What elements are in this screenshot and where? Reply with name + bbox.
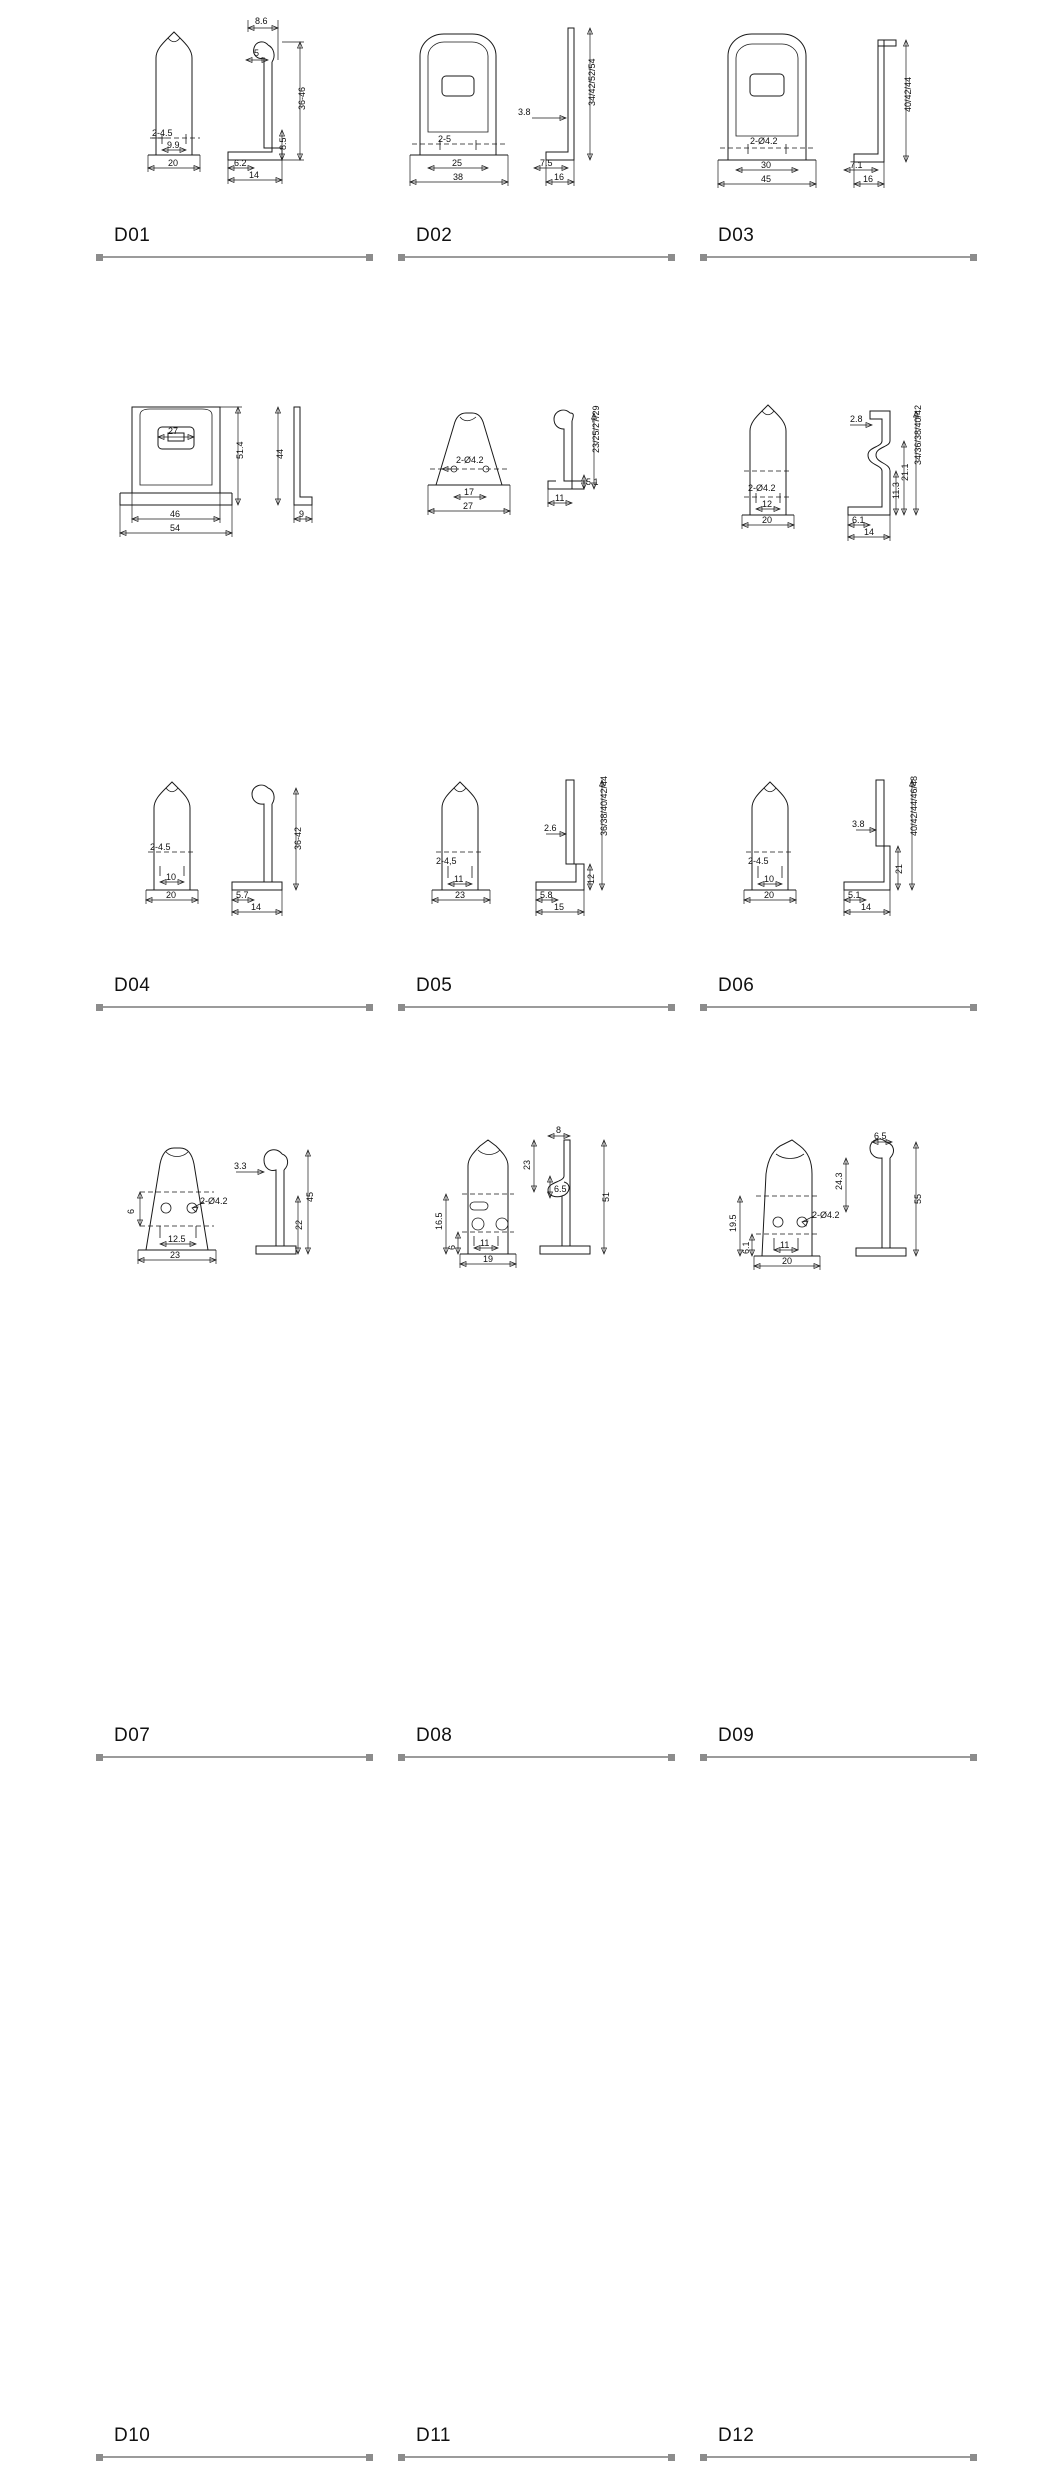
svg-text:6.5: 6.5 [554, 1184, 567, 1194]
rule-end-marker-right [366, 1754, 373, 1761]
svg-text:14: 14 [251, 902, 262, 912]
svg-text:14: 14 [864, 527, 875, 537]
svg-text:20: 20 [166, 890, 177, 900]
svg-text:8: 8 [556, 1125, 562, 1135]
svg-text:3.3: 3.3 [234, 1161, 247, 1171]
svg-text:17: 17 [464, 487, 475, 497]
svg-text:2-4.5: 2-4.5 [150, 842, 171, 852]
label-row-d09 [700, 1725, 992, 1765]
svg-text:9: 9 [299, 509, 305, 519]
svg-text:21: 21 [894, 863, 904, 874]
svg-text:24.3: 24.3 [834, 1172, 844, 1190]
svg-text:5.8: 5.8 [540, 890, 553, 900]
svg-text:7.5: 7.5 [540, 158, 553, 168]
divider-rule [398, 1756, 673, 1758]
label-row-d11 [398, 2425, 690, 2465]
svg-text:3.8: 3.8 [852, 819, 865, 829]
svg-text:23: 23 [455, 890, 466, 900]
svg-text:23: 23 [170, 1250, 181, 1260]
svg-text:12.5: 12.5 [168, 1234, 186, 1244]
cell-label: D12 [718, 2425, 755, 2446]
label-row-d12 [700, 2425, 992, 2465]
svg-text:55: 55 [913, 1193, 923, 1204]
cell-label: D04 [114, 975, 151, 996]
divider-rule [398, 256, 673, 258]
svg-text:19: 19 [483, 1254, 494, 1264]
label-row-d02 [398, 225, 690, 265]
drawing-d05 [398, 385, 708, 685]
drawing-d04 [96, 385, 406, 685]
svg-text:2-4.5: 2-4.5 [152, 128, 173, 138]
svg-text:46: 46 [170, 509, 181, 519]
svg-text:22: 22 [294, 1219, 304, 1230]
svg-text:2.6: 2.6 [544, 823, 557, 833]
svg-text:40/42/44/46/48: 40/42/44/46/48 [909, 775, 919, 836]
divider-rule [96, 1756, 371, 1758]
svg-text:51.4: 51.4 [235, 441, 245, 459]
svg-text:2-Ø4.2: 2-Ø4.2 [456, 455, 484, 465]
svg-text:12: 12 [762, 499, 773, 509]
rule-end-marker-left [96, 1754, 103, 1761]
svg-text:11.3: 11.3 [891, 482, 901, 499]
rule-end-marker-left [700, 2454, 707, 2461]
svg-text:2.8: 2.8 [850, 414, 863, 424]
drawing-d08 [398, 760, 708, 1060]
drawing-d02 [398, 10, 708, 310]
divider-rule [96, 256, 371, 258]
svg-text:2-Ø4.2: 2-Ø4.2 [200, 1196, 228, 1206]
drawing-cell-d02 [398, 10, 708, 385]
svg-text:6: 6 [447, 1244, 457, 1250]
svg-text:5.1: 5.1 [848, 890, 861, 900]
svg-text:14: 14 [249, 170, 260, 180]
label-row-d08 [398, 1725, 690, 1765]
divider-rule [700, 1756, 975, 1758]
svg-text:27: 27 [463, 501, 474, 511]
svg-text:8.6: 8.6 [255, 16, 268, 26]
cell-label: D02 [416, 225, 453, 246]
svg-text:19.5: 19.5 [728, 1214, 738, 1232]
svg-text:11: 11 [555, 493, 565, 503]
cell-label: D06 [718, 975, 755, 996]
svg-text:2-4.5: 2-4.5 [748, 856, 769, 866]
svg-text:36-46: 36-46 [297, 86, 307, 110]
svg-text:6.2: 6.2 [234, 158, 247, 168]
label-row-d01 [96, 225, 388, 265]
svg-text:2-5: 2-5 [438, 134, 452, 144]
rule-end-marker-left [700, 254, 707, 261]
svg-text:10: 10 [166, 872, 177, 882]
svg-text:36/38/40/42/44: 36/38/40/42/44 [599, 775, 609, 836]
svg-text:20: 20 [762, 515, 773, 525]
rule-end-marker-right [970, 2454, 977, 2461]
svg-text:20: 20 [764, 890, 775, 900]
svg-text:36-42: 36-42 [293, 826, 303, 850]
rule-end-marker-right [668, 2454, 675, 2461]
svg-text:2-Ø4.2: 2-Ø4.2 [748, 483, 776, 493]
drawing-d09 [700, 760, 1010, 1060]
rule-end-marker-left [96, 2454, 103, 2461]
rule-end-marker-left [398, 2454, 405, 2461]
rule-end-marker-right [668, 1754, 675, 1761]
svg-text:2-Ø4.2: 2-Ø4.2 [812, 1210, 840, 1220]
svg-text:44: 44 [275, 448, 285, 459]
rule-end-marker-left [398, 1754, 405, 1761]
svg-text:16: 16 [863, 174, 874, 184]
svg-text:5.7: 5.7 [236, 890, 249, 900]
rule-end-marker-right [668, 254, 675, 261]
svg-text:23: 23 [522, 1159, 532, 1170]
svg-text:3.8: 3.8 [518, 107, 531, 117]
svg-text:6: 6 [126, 1208, 136, 1214]
rule-end-marker-right [366, 254, 373, 261]
svg-text:45: 45 [761, 174, 772, 184]
svg-text:51: 51 [601, 1191, 611, 1202]
drawing-d10 [96, 1120, 406, 1420]
cell-label: D11 [416, 2425, 451, 2446]
divider-rule [96, 2456, 371, 2458]
svg-text:23/25/27/29: 23/25/27/29 [591, 405, 601, 453]
svg-text:2-4,5: 2-4,5 [436, 856, 457, 866]
svg-text:6.1: 6.1 [741, 1241, 751, 1254]
cell-label: D05 [416, 975, 453, 996]
svg-text:12: 12 [586, 873, 596, 884]
svg-text:45: 45 [305, 1191, 315, 1202]
rule-end-marker-right [366, 2454, 373, 2461]
svg-text:5: 5 [254, 48, 260, 58]
svg-text:34/36/38/40/42: 34/36/38/40/42 [913, 404, 923, 465]
svg-text:30: 30 [761, 160, 772, 170]
divider-rule [700, 256, 975, 258]
svg-text:11: 11 [780, 1240, 790, 1250]
drawing-d11 [398, 1120, 708, 1420]
rule-end-marker-right [970, 1754, 977, 1761]
svg-text:2-Ø4.2: 2-Ø4.2 [750, 136, 778, 146]
svg-text:34/42/52/54: 34/42/52/54 [587, 58, 597, 106]
svg-text:5.1: 5.1 [586, 477, 599, 487]
divider-rule [398, 2456, 673, 2458]
drawing-cell-d03 [700, 10, 1010, 385]
svg-text:9.9: 9.9 [167, 140, 180, 150]
label-row-d10 [96, 2425, 388, 2465]
drawing-cell-d01 [96, 10, 406, 385]
rule-end-marker-left [398, 254, 405, 261]
svg-text:27: 27 [168, 426, 179, 436]
svg-text:11: 11 [480, 1238, 490, 1248]
drawing-d07 [96, 760, 406, 1060]
svg-text:20: 20 [168, 158, 179, 168]
drawing-d12 [700, 1120, 1010, 1420]
cell-label: D01 [114, 225, 151, 246]
cell-label: D10 [114, 2425, 151, 2446]
svg-text:11: 11 [454, 874, 464, 884]
svg-text:25: 25 [452, 158, 463, 168]
cell-label: D03 [718, 225, 755, 246]
label-row-d03 [700, 225, 992, 265]
drawing-d03 [700, 10, 1010, 310]
svg-text:10: 10 [764, 874, 775, 884]
cell-label: D07 [114, 1725, 151, 1746]
svg-text:16.5: 16.5 [434, 1212, 444, 1230]
rule-end-marker-left [700, 1754, 707, 1761]
svg-text:6.1: 6.1 [852, 515, 865, 525]
cell-label: D08 [416, 1725, 453, 1746]
svg-text:8.5: 8.5 [278, 137, 288, 150]
svg-text:16: 16 [554, 172, 565, 182]
cell-label: D09 [718, 1725, 755, 1746]
svg-text:15: 15 [554, 902, 565, 912]
svg-text:6.5: 6.5 [874, 1131, 887, 1141]
svg-text:7.1: 7.1 [850, 160, 863, 170]
rule-end-marker-right [970, 254, 977, 261]
drawing-d01 [96, 10, 406, 310]
label-row-d07 [96, 1725, 388, 1765]
svg-text:20: 20 [782, 1256, 793, 1266]
rule-end-marker-left [96, 254, 103, 261]
svg-text:54: 54 [170, 523, 181, 533]
svg-text:14: 14 [861, 902, 872, 912]
svg-text:40/42/44: 40/42/44 [903, 76, 913, 112]
drawing-d06 [700, 385, 1010, 685]
svg-text:21.1: 21.1 [900, 463, 910, 481]
divider-rule [700, 2456, 975, 2458]
svg-text:38: 38 [453, 172, 464, 182]
